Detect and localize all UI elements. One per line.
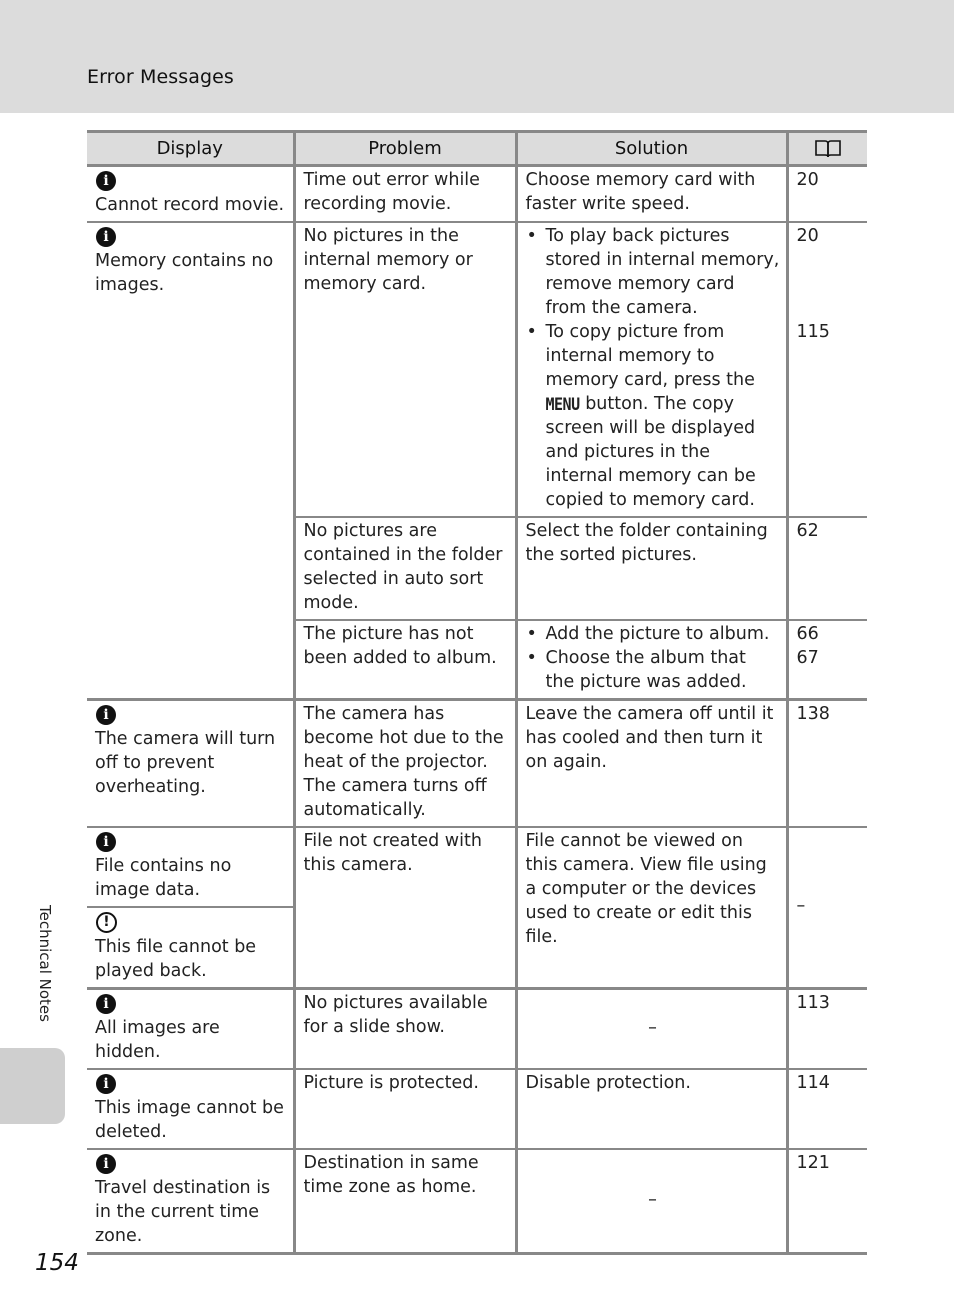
page-ref: 20: [796, 226, 819, 246]
table-row: [87, 222, 867, 517]
display-cell: [87, 700, 294, 828]
display-cell: [87, 1149, 294, 1254]
page-ref: 67: [796, 648, 819, 668]
solution-cell: Select the folder containing the sorted pictures.: [516, 517, 787, 620]
solution-cell: Choose memory card with faster write speed.: [516, 166, 787, 223]
info-icon: i: [96, 705, 116, 725]
page-ref-cell: 114: [787, 1069, 867, 1149]
table-row: [87, 1069, 867, 1149]
display-message: Travel destination is in the current time zone.: [95, 1178, 271, 1246]
header-band: [0, 0, 954, 113]
solution-cell: –: [516, 1149, 787, 1254]
problem-cell: No pictures in the internal memory or memory card.: [294, 222, 516, 517]
display-message: Memory contains no images.: [95, 251, 274, 295]
page-ref: 115: [796, 322, 830, 342]
solution-cell: File cannot be viewed on this camera. View file using a computer or the devices used to create or edit this file.: [516, 827, 787, 989]
page-ref-cell: 20: [787, 166, 867, 223]
table-row: [87, 989, 867, 1070]
error-messages-table: [87, 130, 867, 1255]
problem-cell: Picture is protected.: [294, 1069, 516, 1149]
menu-button-icon: MENU: [545, 393, 580, 415]
info-icon: i: [96, 227, 116, 247]
info-icon: i: [96, 994, 116, 1014]
problem-cell: The camera has become hot due to the heat of the projector. The camera turns off automatically.: [294, 700, 516, 828]
solution-cell: Disable protection.: [516, 1069, 787, 1149]
table-row: [87, 827, 867, 907]
info-icon: i: [96, 832, 116, 852]
page-ref-cell: –: [787, 827, 867, 989]
info-icon: i: [96, 171, 116, 191]
display-cell: [87, 989, 294, 1070]
header-display: Display: [87, 132, 294, 166]
table-row: [87, 1149, 867, 1254]
display-message: File contains no image data.: [95, 856, 232, 900]
solution-item: • To play back pictures stored in internal memory, remove memory card from the camera.: [546, 224, 780, 320]
page-ref-cell: 138: [787, 700, 867, 828]
solution-list: [526, 224, 780, 512]
page-ref-cell: 62: [787, 517, 867, 620]
display-message: The camera will turn off to prevent overheating.: [95, 729, 276, 797]
problem-cell: The picture has not been added to album.: [294, 620, 516, 700]
problem-cell: No pictures available for a slide show.: [294, 989, 516, 1070]
display-message: This image cannot be deleted.: [95, 1098, 284, 1142]
display-cell: [87, 222, 294, 700]
info-icon: i: [96, 1154, 116, 1174]
header-reference: [787, 132, 867, 166]
problem-cell: No pictures are contained in the folder selected in auto sort mode.: [294, 517, 516, 620]
display-message: This file cannot be played back.: [95, 937, 257, 981]
problem-cell: File not created with this camera.: [294, 827, 516, 989]
solution-text: button. The copy screen will be displayed and pictures in the internal memory can be copied to memory card.: [545, 394, 756, 510]
table-row: [87, 700, 867, 828]
header-solution: Solution: [516, 132, 787, 166]
page-ref-cell: 113: [787, 989, 867, 1070]
book-icon: [814, 139, 842, 159]
solution-list: [526, 622, 780, 694]
solution-cell: –: [516, 989, 787, 1070]
page-ref: 66: [796, 624, 819, 644]
side-tab-label: Technical Notes: [36, 905, 54, 1022]
solution-cell: [516, 620, 787, 700]
header-problem: Problem: [294, 132, 516, 166]
solution-cell: [516, 222, 787, 517]
page-ref-cell: [787, 222, 867, 517]
warning-icon: !: [96, 912, 117, 933]
display-message: Cannot record movie.: [95, 195, 285, 215]
display-cell: [87, 166, 294, 223]
display-cell: [87, 827, 294, 907]
solution-cell: Leave the camera off until it has cooled and then turn it on again.: [516, 700, 787, 828]
info-icon: i: [96, 1074, 116, 1094]
problem-cell: Destination in same time zone as home.: [294, 1149, 516, 1254]
side-tab: [0, 1048, 65, 1124]
display-cell: [87, 907, 294, 989]
section-title: Error Messages: [87, 66, 234, 88]
display-cell: [87, 1069, 294, 1149]
solution-item: • Choose the album that the picture was added.: [546, 646, 780, 694]
page-ref-cell: [787, 620, 867, 700]
display-message: All images are hidden.: [95, 1018, 220, 1062]
page-number: 154: [35, 1250, 79, 1276]
solution-item: • Add the picture to album.: [546, 622, 780, 646]
page-ref-cell: 121: [787, 1149, 867, 1254]
problem-cell: Time out error while recording movie.: [294, 166, 516, 223]
table-row: [87, 166, 867, 223]
solution-text: To copy picture from internal memory to memory card, press the: [545, 322, 755, 390]
table-header-row: [87, 132, 867, 166]
solution-item: [546, 320, 780, 512]
